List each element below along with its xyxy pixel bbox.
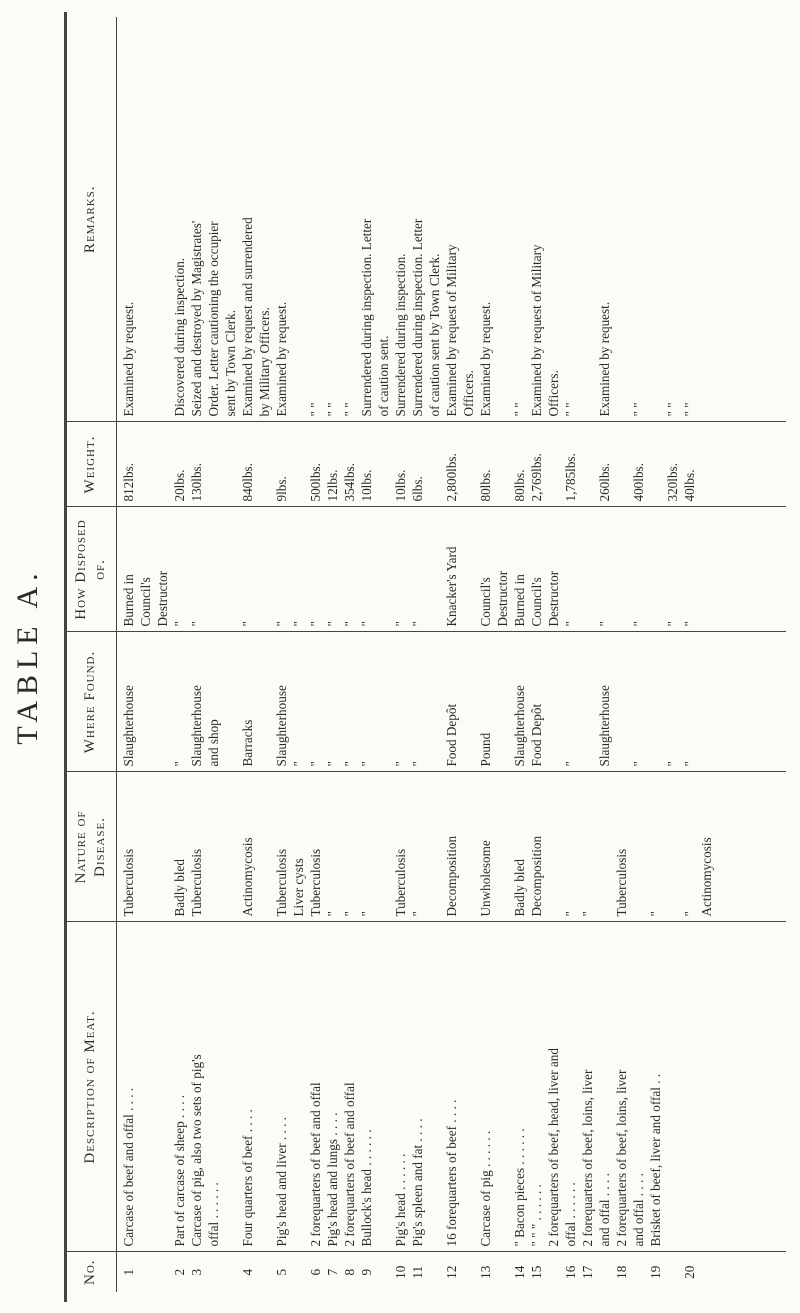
weight-line bbox=[291, 428, 308, 502]
remarks-line: Surrendered during inspection. Letter bbox=[359, 218, 374, 417]
nature-line: " bbox=[648, 911, 663, 917]
nature-column bbox=[117, 772, 787, 922]
where-line: Slaughterhouse bbox=[121, 685, 136, 767]
how-line: " bbox=[597, 621, 612, 627]
header-description: Description of Meat. bbox=[66, 922, 117, 1252]
how-line: " bbox=[393, 621, 408, 627]
no-line bbox=[461, 1258, 478, 1288]
where-line: " bbox=[410, 761, 425, 767]
no-line bbox=[546, 1258, 563, 1288]
no-line: 9 bbox=[359, 1268, 374, 1276]
remarks-line: Examined by request. bbox=[274, 301, 289, 417]
description-line: 2 forequarters of beef and offal bbox=[342, 1082, 357, 1247]
weight-line: 10lbs. bbox=[393, 469, 408, 502]
weight-column bbox=[117, 422, 787, 507]
weight-line bbox=[461, 428, 478, 502]
description-line: Brisket of beef, liver and offal . . bbox=[648, 1073, 663, 1247]
weight-line: 10lbs. bbox=[359, 469, 374, 502]
remarks-line bbox=[155, 22, 172, 417]
nature-line bbox=[138, 778, 155, 917]
nature-line bbox=[631, 778, 648, 917]
remarks-line: Seized and destroyed by Magistrates' bbox=[189, 220, 204, 417]
description-line: " " " . . . . . . bbox=[529, 1184, 544, 1247]
where-line: " bbox=[682, 761, 697, 767]
how-line bbox=[648, 513, 665, 627]
weight-line: 260lbs. bbox=[597, 463, 612, 502]
weight-line: 80lbs. bbox=[478, 469, 493, 502]
nature-line: Tuberculosis bbox=[274, 848, 289, 917]
weight-line bbox=[614, 428, 631, 502]
remarks-line: " " bbox=[308, 402, 323, 417]
header-no: No. bbox=[66, 1252, 117, 1292]
description-line: and offal . . . . bbox=[597, 1173, 612, 1247]
how-line: Council's bbox=[478, 577, 493, 627]
how-line bbox=[223, 513, 240, 627]
header-nature: Nature of Disease. bbox=[66, 772, 117, 922]
where-line bbox=[580, 638, 597, 767]
nature-line: " bbox=[563, 911, 578, 917]
nature-line: Tuberculosis bbox=[308, 848, 323, 917]
description-line bbox=[291, 928, 308, 1247]
where-line: " bbox=[359, 761, 374, 767]
description-line: Bullock's head . . . . . . bbox=[359, 1129, 374, 1247]
no-line: 2 bbox=[172, 1268, 187, 1276]
where-line: Pound bbox=[478, 732, 493, 767]
weight-line: 6lbs. bbox=[410, 476, 425, 502]
nature-line bbox=[461, 778, 478, 917]
how-line: " bbox=[665, 621, 680, 627]
no-column bbox=[117, 1252, 787, 1292]
where-line bbox=[495, 638, 512, 767]
where-line bbox=[546, 638, 563, 767]
remarks-line bbox=[580, 22, 597, 417]
rotated-table bbox=[66, 17, 786, 1292]
description-line bbox=[461, 928, 478, 1247]
nature-line: " bbox=[325, 911, 340, 917]
description-line: Part of carcase of sheep . . . . bbox=[172, 1094, 187, 1247]
where-line: " bbox=[325, 761, 340, 767]
nature-line: Tuberculosis bbox=[121, 848, 136, 917]
remarks-line: sent by Town Clerk. bbox=[223, 309, 238, 417]
remarks-line: Surrendered during inspection. Letter bbox=[410, 218, 425, 417]
nature-line bbox=[427, 778, 444, 917]
how-line bbox=[614, 513, 631, 627]
how-line: " bbox=[359, 621, 374, 627]
no-line bbox=[223, 1258, 240, 1288]
no-line: 20 bbox=[682, 1265, 697, 1279]
where-column bbox=[117, 632, 787, 772]
description-line: Pig's spleen and fat . . . . bbox=[410, 1118, 425, 1247]
description-line bbox=[257, 928, 274, 1247]
remarks-line: " " bbox=[682, 402, 697, 417]
where-line: " bbox=[308, 761, 323, 767]
where-line bbox=[155, 638, 172, 767]
nature-line bbox=[257, 778, 274, 917]
how-line bbox=[257, 513, 274, 627]
top-rule bbox=[64, 12, 67, 1302]
nature-line bbox=[597, 778, 614, 917]
how-line bbox=[376, 513, 393, 627]
no-line bbox=[257, 1258, 274, 1288]
remarks-line bbox=[138, 22, 155, 417]
weight-line: 2,769lbs. bbox=[529, 453, 544, 502]
remarks-line: Examined by request. bbox=[478, 301, 493, 417]
how-line: " bbox=[274, 621, 289, 627]
description-column bbox=[117, 922, 787, 1252]
no-line: 16 bbox=[563, 1265, 578, 1279]
nature-line: Badly bled bbox=[172, 858, 187, 917]
how-line: Knacker's Yard bbox=[444, 546, 459, 627]
where-line: " bbox=[342, 761, 357, 767]
header-how: How Disposed of. bbox=[66, 507, 117, 632]
where-line: " bbox=[665, 761, 680, 767]
description-line: Pig's head and lungs . . . . bbox=[325, 1112, 340, 1247]
nature-line bbox=[206, 778, 223, 917]
how-line bbox=[206, 513, 223, 627]
description-line: 2 forequarters of beef and offal bbox=[308, 1082, 323, 1247]
remarks-line: Officers. bbox=[546, 370, 561, 417]
description-line: 2 forequarters of beef, loins, liver bbox=[614, 1069, 629, 1247]
where-line: and shop bbox=[206, 719, 221, 767]
header-row bbox=[66, 17, 117, 1292]
description-line: Pig's head and liver . . . . bbox=[274, 1117, 289, 1247]
weight-line bbox=[580, 428, 597, 502]
nature-line: Decomposition bbox=[444, 835, 459, 917]
where-line: Slaughterhouse bbox=[597, 685, 612, 767]
description-line bbox=[495, 928, 512, 1247]
description-line: 2 forequarters of beef, loins, liver bbox=[580, 1069, 595, 1247]
remarks-line: Officers. bbox=[461, 370, 476, 417]
weight-line bbox=[495, 428, 512, 502]
remarks-line: Examined by request and surrendered bbox=[240, 217, 255, 417]
remarks-line: Discovered during inspection. bbox=[172, 257, 187, 417]
description-line bbox=[376, 928, 393, 1247]
nature-line: " bbox=[682, 911, 697, 917]
nature-line bbox=[546, 778, 563, 917]
no-line bbox=[597, 1258, 614, 1288]
remarks-line: " " bbox=[325, 402, 340, 417]
description-line: Four quarters of beef . . . . bbox=[240, 1109, 255, 1247]
how-line bbox=[427, 513, 444, 627]
remarks-line bbox=[291, 22, 308, 417]
description-line bbox=[223, 928, 240, 1247]
nature-line bbox=[223, 778, 240, 917]
how-line: Council's bbox=[138, 577, 153, 627]
no-line bbox=[155, 1258, 172, 1288]
nature-line: Badly bled bbox=[512, 858, 527, 917]
how-line: Burned in bbox=[121, 574, 136, 627]
no-line: 5 bbox=[274, 1268, 289, 1276]
remarks-line bbox=[614, 22, 631, 417]
no-line: 1 bbox=[121, 1268, 136, 1276]
where-line: Food Depôt bbox=[529, 703, 544, 767]
no-line bbox=[495, 1258, 512, 1288]
remarks-line: Examined by request. bbox=[597, 301, 612, 417]
table-title: TABLE A. bbox=[11, 567, 44, 745]
nature-line: " bbox=[410, 911, 425, 917]
how-line: " bbox=[291, 621, 306, 627]
weight-line bbox=[155, 428, 172, 502]
how-column bbox=[117, 507, 787, 632]
weight-line: 20lbs. bbox=[172, 469, 187, 502]
weight-line: 9lbs. bbox=[274, 476, 289, 502]
description-line bbox=[138, 928, 155, 1247]
weight-line: 500lbs. bbox=[308, 463, 323, 502]
header-where: Where Found. bbox=[66, 632, 117, 772]
where-line bbox=[376, 638, 393, 767]
no-line bbox=[427, 1258, 444, 1288]
remarks-line: " " bbox=[563, 402, 578, 417]
description-line bbox=[155, 928, 172, 1247]
table-body-row bbox=[117, 17, 787, 1292]
no-line bbox=[206, 1258, 223, 1288]
description-line: 16 forequarters of beef . . . . bbox=[444, 1099, 459, 1247]
no-line: 7 bbox=[325, 1268, 340, 1276]
how-line: " bbox=[308, 621, 323, 627]
no-line: 18 bbox=[614, 1265, 629, 1279]
how-line: Burned in bbox=[512, 574, 527, 627]
no-line bbox=[376, 1258, 393, 1288]
remarks-line: Examined by request of Military bbox=[444, 244, 459, 417]
remarks-line: Examined by request. bbox=[121, 301, 136, 417]
where-line: Slaughterhouse bbox=[274, 685, 289, 767]
no-line: 19 bbox=[648, 1265, 663, 1279]
no-line bbox=[665, 1258, 682, 1288]
nature-line: " bbox=[580, 911, 595, 917]
description-line: Carcase of pig . . . . . . bbox=[478, 1130, 493, 1247]
where-line bbox=[648, 638, 665, 767]
no-line: 4 bbox=[240, 1268, 255, 1276]
description-line: and offal . . . . bbox=[631, 1173, 646, 1247]
no-line: 11 bbox=[410, 1265, 425, 1279]
nature-line: Unwholesome bbox=[478, 840, 493, 917]
weight-line: 840lbs. bbox=[240, 463, 255, 502]
nature-line: Tuberculosis bbox=[189, 848, 204, 917]
how-line: " bbox=[189, 621, 204, 627]
weight-line: 812lbs. bbox=[121, 463, 136, 502]
weight-line: 12lbs. bbox=[325, 469, 340, 502]
remarks-line: of caution sent by Town Clerk. bbox=[427, 253, 442, 417]
weight-line: 400lbs. bbox=[631, 463, 646, 502]
nature-line: Tuberculosis bbox=[393, 848, 408, 917]
description-line: offal . . . . . . bbox=[563, 1182, 578, 1247]
where-line bbox=[257, 638, 274, 767]
where-line: Barracks bbox=[240, 719, 255, 767]
weight-line: 40lbs. bbox=[682, 469, 697, 502]
weight-line bbox=[427, 428, 444, 502]
how-line: " bbox=[342, 621, 357, 627]
how-line: Destructor bbox=[155, 570, 170, 627]
no-line bbox=[291, 1258, 308, 1288]
no-line: 17 bbox=[580, 1265, 595, 1279]
where-line bbox=[223, 638, 240, 767]
how-line: " bbox=[240, 621, 255, 627]
remarks-line: by Military Officers. bbox=[257, 307, 272, 417]
nature-line: Liver cysts bbox=[291, 858, 306, 917]
how-line: " bbox=[563, 621, 578, 627]
header-weight: Weight. bbox=[66, 422, 117, 507]
remarks-line bbox=[648, 22, 665, 417]
remarks-line: Order. Letter cautioning the occupier bbox=[206, 221, 221, 417]
where-line: " bbox=[631, 761, 646, 767]
remarks-column bbox=[117, 17, 787, 422]
where-line: Slaughterhouse bbox=[512, 685, 527, 767]
weight-line bbox=[138, 428, 155, 502]
remarks-line: " " bbox=[631, 402, 646, 417]
description-line: Pig's head . . . . . . bbox=[393, 1153, 408, 1247]
how-line: " bbox=[682, 621, 697, 627]
description-line: 2 forequarters of beef, head, liver and bbox=[546, 1048, 561, 1247]
weight-line: 354lbs. bbox=[342, 463, 357, 502]
nature-line bbox=[376, 778, 393, 917]
how-line bbox=[580, 513, 597, 627]
where-line bbox=[138, 638, 155, 767]
weight-line: 130lbs. bbox=[189, 463, 204, 502]
where-line bbox=[461, 638, 478, 767]
how-line: " bbox=[410, 621, 425, 627]
weight-line bbox=[648, 428, 665, 502]
remarks-line: Surrendered during inspection. bbox=[393, 253, 408, 417]
how-line: " bbox=[325, 621, 340, 627]
where-line bbox=[427, 638, 444, 767]
where-line: " bbox=[393, 761, 408, 767]
how-line: Destructor bbox=[546, 570, 561, 627]
weight-line: 1,785lbs. bbox=[563, 453, 578, 502]
description-line bbox=[427, 928, 444, 1247]
nature-line: " bbox=[342, 911, 357, 917]
nature-line bbox=[495, 778, 512, 917]
how-line bbox=[461, 513, 478, 627]
weight-line bbox=[206, 428, 223, 502]
description-line: Carcase of beef and offal . . . . bbox=[121, 1087, 136, 1247]
where-line: Food Depôt bbox=[444, 703, 459, 767]
header-remarks: Remarks. bbox=[66, 17, 117, 422]
weight-line: 2,800lbs. bbox=[444, 453, 459, 502]
how-line: " bbox=[172, 621, 187, 627]
weight-line: 320lbs. bbox=[665, 463, 680, 502]
where-line: " bbox=[172, 761, 187, 767]
where-line: Slaughterhouse bbox=[189, 685, 204, 767]
how-line: " bbox=[631, 621, 646, 627]
weight-line bbox=[546, 428, 563, 502]
how-line: Council's bbox=[529, 577, 544, 627]
remarks-line bbox=[495, 22, 512, 417]
no-line: 12 bbox=[444, 1265, 459, 1279]
remarks-line: " " bbox=[342, 402, 357, 417]
weight-line bbox=[376, 428, 393, 502]
no-line: 10 bbox=[393, 1265, 408, 1279]
description-line: offal . . . . . . bbox=[206, 1182, 221, 1247]
nature-line bbox=[665, 778, 682, 917]
no-line bbox=[631, 1258, 648, 1288]
condemned-meat-table bbox=[66, 17, 786, 1292]
no-line: 3 bbox=[189, 1268, 204, 1276]
weight-line bbox=[257, 428, 274, 502]
no-line: 8 bbox=[342, 1268, 357, 1276]
no-line bbox=[138, 1258, 155, 1288]
description-line: Carcase of pig, also two sets of pig's bbox=[189, 1054, 204, 1247]
remarks-line: of caution sent. bbox=[376, 335, 391, 417]
no-line: 6 bbox=[308, 1268, 323, 1276]
weight-line: 80lbs. bbox=[512, 469, 527, 502]
nature-line: Actinomycosis bbox=[699, 837, 714, 917]
remarks-line: " " bbox=[665, 402, 680, 417]
remarks-line: " " bbox=[512, 402, 527, 417]
description-line: " Bacon pieces . . . . . . bbox=[512, 1128, 527, 1247]
no-line: 15 bbox=[529, 1265, 544, 1279]
nature-line bbox=[155, 778, 172, 917]
no-line: 13 bbox=[478, 1265, 493, 1279]
nature-line: " bbox=[359, 911, 374, 917]
no-line: 14 bbox=[512, 1265, 527, 1279]
where-line: " bbox=[563, 761, 578, 767]
where-line: " bbox=[291, 761, 306, 767]
nature-line: Tuberculosis bbox=[614, 848, 629, 917]
remarks-line: Examined by request of Military bbox=[529, 244, 544, 417]
how-line: Destructor bbox=[495, 570, 510, 627]
where-line bbox=[614, 638, 631, 767]
nature-line: Actinomycosis bbox=[240, 837, 255, 917]
nature-line: Decomposition bbox=[529, 835, 544, 917]
weight-line bbox=[223, 428, 240, 502]
